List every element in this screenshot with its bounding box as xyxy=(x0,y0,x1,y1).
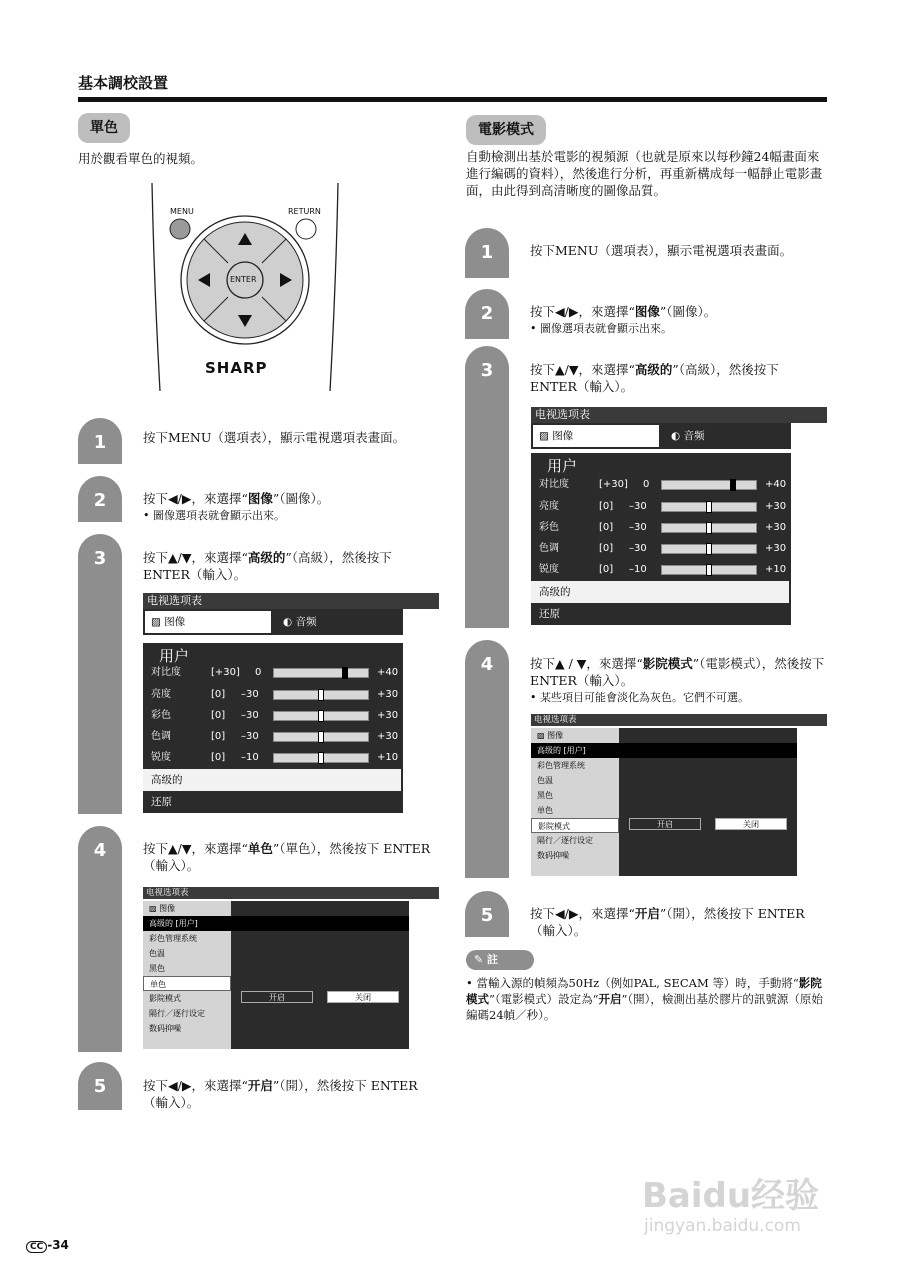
slider-knob[interactable] xyxy=(706,522,712,534)
menu-item-monochrome[interactable]: 单色 xyxy=(143,976,231,991)
menu-item-picture[interactable]: ▨ 图像 xyxy=(149,904,176,913)
picture-menu-left xyxy=(143,593,439,815)
speaker-icon: ◐ xyxy=(283,616,296,628)
left-section-title: 單色 xyxy=(78,113,130,143)
step-1-marker: 1 xyxy=(465,228,509,278)
header-rule xyxy=(78,97,827,102)
menu-item-black[interactable]: 黑色 xyxy=(537,791,553,800)
step-1-marker: 1 xyxy=(78,418,122,464)
picture-menu-right xyxy=(531,407,827,629)
tab-picture[interactable]: ▨ 图像 xyxy=(533,425,659,447)
tab-audio[interactable]: ◐ 音频 xyxy=(283,616,317,628)
speaker-icon: ◐ xyxy=(671,430,684,442)
menu-item-progressive[interactable]: 隔行／逐行设定 xyxy=(537,836,593,845)
step-3-marker: 3 xyxy=(78,534,122,814)
row-contrast[interactable]: 对比度 [+30] 0 +40 xyxy=(151,667,399,678)
page-number: CC -34 xyxy=(26,1238,69,1253)
menu-panel xyxy=(143,901,409,1049)
row-sharpness[interactable]: 锐度 [0] –10 +10 xyxy=(539,564,787,575)
right-step-2-text: 按下◀/▶，來選擇“图像”（圖像）。 • 圖像選項表就會顯示出來。 xyxy=(530,304,717,335)
step-5-marker: 5 xyxy=(465,891,509,937)
left-intro: 用於觀看單色的視頻。 xyxy=(78,151,204,166)
right-step-5-text: 按下◀/▶，來選擇“开启”（開），然後按下 ENTER（輸入）。 xyxy=(530,906,805,938)
menu-title: 电视选项表 xyxy=(143,887,439,899)
watermark-logo: Baidu经验 xyxy=(642,1176,820,1216)
row-tint[interactable]: 色调 [0] –30 +30 xyxy=(539,543,787,554)
menu-item-progressive[interactable]: 隔行／逐行设定 xyxy=(149,1009,205,1018)
menu-item-monochrome[interactable]: 单色 xyxy=(537,806,553,815)
right-intro: 自動檢測出基於電影的視頻源（也就是原來以每秒鐘24幅畫面來進行編碼的資料），然後進行分析，再重新構成每一幅靜止電影畫面，由此得到高清晰度的圖像品質。 xyxy=(466,149,823,198)
menu-item-advanced-user[interactable]: 高级的 [用户] xyxy=(143,916,409,931)
brightness-slider[interactable] xyxy=(273,690,369,700)
picture-icon: ▨ xyxy=(149,904,160,913)
menu-body xyxy=(531,453,791,625)
slider-knob[interactable] xyxy=(318,710,324,722)
remote-brand-logo: SHARP xyxy=(205,359,268,377)
left-step-3-text: 按下▲/▼，來選擇“高级的”（高級），然後按下 ENTER（輸入）。 xyxy=(143,550,392,582)
right-section-title: 電影模式 xyxy=(466,115,546,145)
menu-item-advanced-user[interactable]: 高级的 [用户] xyxy=(531,743,797,758)
tab-picture[interactable]: ▨ 图像 xyxy=(145,611,271,633)
row-sharpness[interactable]: 锐度 [0] –10 +10 xyxy=(151,752,399,763)
slider-knob[interactable] xyxy=(730,479,736,491)
contrast-slider[interactable] xyxy=(661,480,757,490)
tint-slider[interactable] xyxy=(661,544,757,554)
advanced-menu-right xyxy=(531,714,827,879)
menu-item-picture[interactable]: ▨ 图像 xyxy=(537,731,564,740)
menu-title: 电视选项表 xyxy=(143,593,439,609)
menu-item-reset[interactable]: 还原 xyxy=(151,796,172,808)
tab-audio[interactable]: ◐ 音频 xyxy=(671,430,705,442)
menu-item-advanced[interactable]: 高级的 xyxy=(531,581,789,603)
slider-knob[interactable] xyxy=(706,564,712,576)
menu-item-film-mode[interactable]: 影院模式 xyxy=(531,818,619,833)
remote-menu-label: MENU xyxy=(170,207,194,216)
menu-item-black[interactable]: 黑色 xyxy=(149,964,165,973)
sharpness-slider[interactable] xyxy=(273,753,369,763)
menu-item-cms[interactable]: 彩色管理系统 xyxy=(537,761,585,770)
remote-return-label: RETURN xyxy=(288,207,321,216)
cc-logo: CC xyxy=(26,1241,47,1253)
menu-item-cms[interactable]: 彩色管理系统 xyxy=(149,934,197,943)
step-2-marker: 2 xyxy=(465,289,509,339)
slider-knob[interactable] xyxy=(342,667,348,679)
on-button[interactable]: 开启 xyxy=(241,991,313,1003)
left-step-5-text: 按下◀/▶，來選擇“开启”（開），然後按下 ENTER（輸入）。 xyxy=(143,1078,418,1110)
paperclip-icon: ✎ xyxy=(474,953,488,966)
picture-icon: ▨ xyxy=(539,430,553,442)
slider-knob[interactable] xyxy=(706,501,712,513)
menu-item-reset[interactable]: 还原 xyxy=(539,608,560,620)
menu-item-color-temp[interactable]: 色温 xyxy=(537,776,553,785)
color-slider[interactable] xyxy=(273,711,369,721)
row-brightness[interactable]: 亮度 [0] –30 +30 xyxy=(151,689,399,700)
menu-list xyxy=(143,901,231,1049)
row-color[interactable]: 彩色 [0] –30 +30 xyxy=(151,710,399,721)
remote-enter-label: ENTER xyxy=(230,275,257,284)
menu-title: 电视选项表 xyxy=(531,714,827,726)
menu-item-color-temp[interactable]: 色温 xyxy=(149,949,165,958)
picture-mode-user: 用户 xyxy=(547,457,578,475)
tint-slider[interactable] xyxy=(273,732,369,742)
step-4-marker: 4 xyxy=(78,826,122,1052)
advanced-menu-left xyxy=(143,887,439,1052)
step-3-marker: 3 xyxy=(465,346,509,628)
step-4-marker: 4 xyxy=(465,640,509,878)
menu-item-advanced[interactable]: 高级的 xyxy=(143,769,401,791)
right-step-3-text: 按下▲/▼，來選擇“高级的”（高級），然後按下 ENTER（輸入）。 xyxy=(530,362,779,394)
slider-knob[interactable] xyxy=(318,752,324,764)
left-step-4-text: 按下▲/▼，來選擇“单色”（單色），然後按下 ENTER（輸入）。 xyxy=(143,841,431,873)
page-header-title: 基本調校設置 xyxy=(78,74,169,92)
off-button[interactable]: 关闭 xyxy=(715,818,787,830)
menu-panel xyxy=(531,728,797,876)
step-2-marker: 2 xyxy=(78,476,122,522)
remote-control-illustration xyxy=(150,183,340,393)
menu-item-film-mode[interactable]: 影院模式 xyxy=(149,994,181,1003)
contrast-slider[interactable] xyxy=(273,668,369,678)
menu-tabs xyxy=(143,609,403,635)
sharpness-slider[interactable] xyxy=(661,565,757,575)
slider-knob[interactable] xyxy=(318,689,324,701)
picture-icon: ▨ xyxy=(537,731,548,740)
note-badge: ✎ 註 xyxy=(466,950,534,970)
menu-item-dnr[interactable]: 数码抑噪 xyxy=(537,851,569,860)
row-color[interactable]: 彩色 [0] –30 +30 xyxy=(539,522,787,533)
left-step-1-text: 按下MENU（選項表），顯示電視選項表畫面。 xyxy=(143,430,406,445)
picture-icon: ▨ xyxy=(151,616,165,628)
row-brightness[interactable]: 亮度 [0] –30 +30 xyxy=(539,501,787,512)
right-step-4-text: 按下▲ / ▼，來選擇“影院模式”（電影模式），然後按下 ENTER（輸入）。 • 某些項目可能會淡化為灰色。它們不可選。 xyxy=(530,656,825,704)
right-step-1-text: 按下MENU（選項表），顯示電視選項表畫面。 xyxy=(530,243,793,258)
row-tint[interactable]: 色调 [0] –30 +30 xyxy=(151,731,399,742)
picture-mode-user: 用户 xyxy=(159,647,190,665)
on-button[interactable]: 开启 xyxy=(629,818,701,830)
menu-item-dnr[interactable]: 数码抑噪 xyxy=(149,1024,181,1033)
step-5-marker: 5 xyxy=(78,1062,122,1110)
brightness-slider[interactable] xyxy=(661,502,757,512)
watermark-url: jingyan.baidu.com xyxy=(644,1216,801,1236)
left-step-2-text: 按下◀/▶，來選擇“图像”（圖像）。 • 圖像選項表就會顯示出來。 xyxy=(143,491,330,522)
color-slider[interactable] xyxy=(661,523,757,533)
slider-knob[interactable] xyxy=(318,731,324,743)
note-text: • 當輸入源的幀頻為50Hz（例如PAL, SECAM 等）時，手動將“影院模式”（電影模式）設定為“开启”（開），檢測出基於膠片的訊號源（原始編碼24幀／秒）。 xyxy=(466,976,823,1022)
row-contrast[interactable]: 对比度 [+30] 0 +40 xyxy=(539,479,787,490)
menu-title: 电视选项表 xyxy=(531,407,827,423)
off-button[interactable]: 关闭 xyxy=(327,991,399,1003)
menu-tabs xyxy=(531,423,791,449)
menu-list xyxy=(531,728,619,876)
menu-body xyxy=(143,643,403,813)
slider-knob[interactable] xyxy=(706,543,712,555)
